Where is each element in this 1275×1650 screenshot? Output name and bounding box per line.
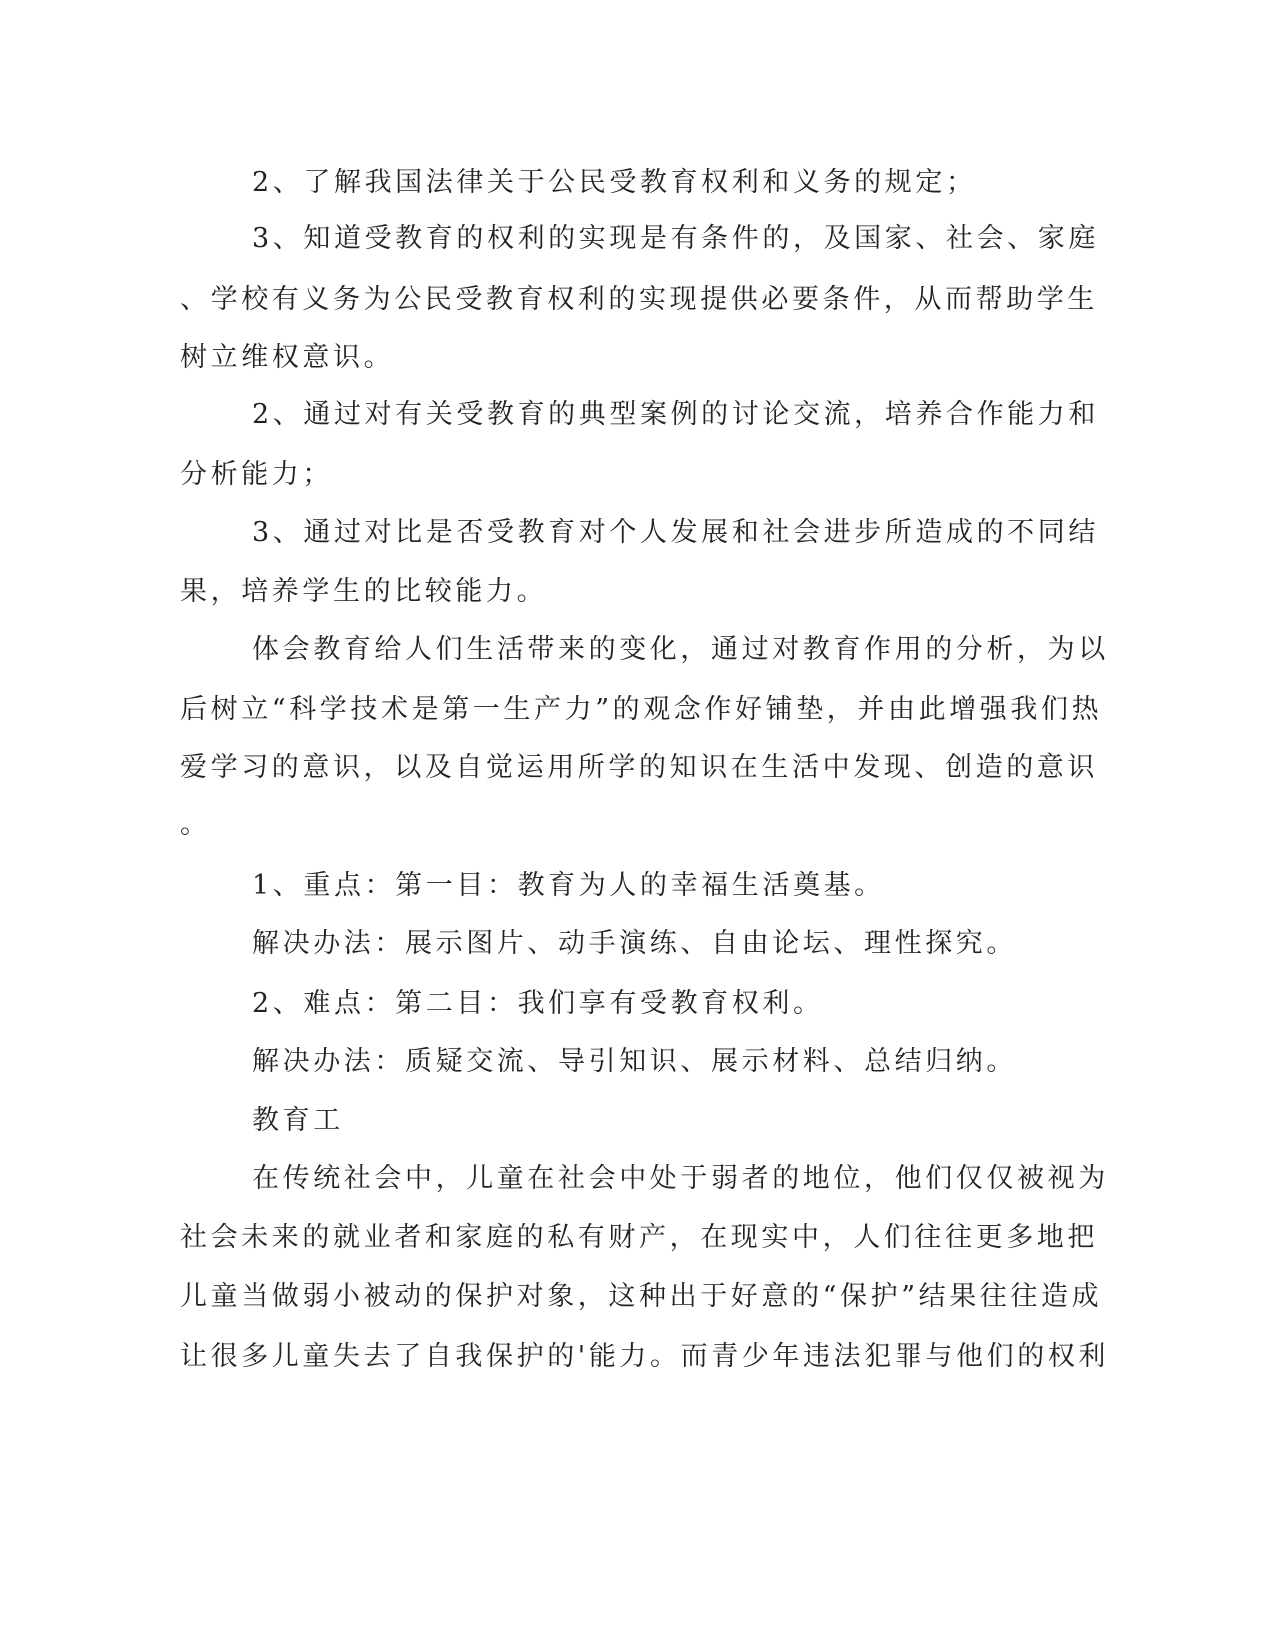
text-line: 3、通过对比是否受教育对个人发展和社会进步所造成的不同结 xyxy=(252,517,1099,548)
text-line: 社会未来的就业者和家庭的私有财产，在现实中，人们往往更多地把 xyxy=(180,1222,1098,1253)
text-line: 2、了解我国法律关于公民受教育权利和义务的规定； xyxy=(252,167,977,198)
text-line: 爱学习的意识，以及自觉运用所学的知识在生活中发现、创造的意识 xyxy=(180,752,1098,783)
text-line: 。 xyxy=(180,809,211,840)
text-line: 儿童当做弱小被动的保护对象，这种出于好意的“保护”结果往往造成 xyxy=(180,1281,1103,1312)
text-line: 让很多儿童失去了自我保护的'能力。而青少年违法犯罪与他们的权利 xyxy=(180,1341,1110,1372)
text-line: 2、通过对有关受教育的典型案例的讨论交流，培养合作能力和 xyxy=(252,399,1099,430)
text-line: 、学校有义务为公民受教育权利的实现提供必要条件，从而帮助学生 xyxy=(180,284,1098,315)
text-line: 1、重点：第一目：教育为人的幸福生活奠基。 xyxy=(252,870,885,901)
text-line: 3、知道受教育的权利的实现是有条件的，及国家、社会、家庭 xyxy=(252,223,1099,254)
text-line: 体会教育给人们生活带来的变化，通过对教育作用的分析，为以 xyxy=(252,634,1109,665)
text-line: 后树立“科学技术是第一生产力”的观念作好铺垫，并由此增强我们热 xyxy=(180,694,1103,725)
text-line: 果，培养学生的比较能力。 xyxy=(180,576,548,607)
text-line: 2、难点：第二目：我们享有受教育权利。 xyxy=(252,988,824,1019)
text-line: 教育工 xyxy=(252,1105,344,1136)
text-line: 分析能力； xyxy=(180,459,333,490)
text-line: 树立维权意识。 xyxy=(180,342,395,373)
text-line: 解决办法：质疑交流、导引知识、展示材料、总结归纳。 xyxy=(252,1046,1017,1077)
text-line: 解决办法：展示图片、动手演练、自由论坛、理性探究。 xyxy=(252,928,1017,959)
text-line: 在传统社会中，儿童在社会中处于弱者的地位，他们仅仅被视为 xyxy=(252,1163,1109,1194)
